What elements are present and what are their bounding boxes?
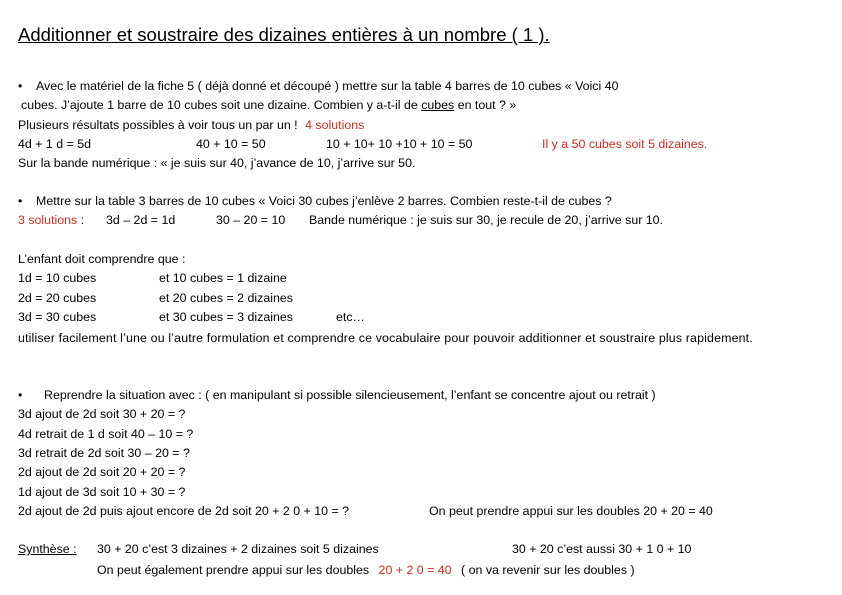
section2-sep: : [80,213,85,227]
section4-line1: 3d ajout de 2d soit 30 + 20 = ? [18,407,186,421]
section1-text2a: cubes. J’ajoute 1 barre de 10 cubes soit une dizaine. Combien y a-t-il de [21,98,422,112]
section4-line5: 1d ajout de 3d soit 10 + 30 = ? [18,485,186,499]
bullet-icon: • [18,79,23,93]
bullet-icon: • [18,194,23,208]
section1-sol1: 4d + 1 d = 5d [18,137,92,151]
section3-row3-right: et 30 cubes = 3 dizaines [159,310,293,324]
section1-line1 [18,78,618,94]
section3-row1-left: 1d = 10 cubes [18,271,97,285]
section3-row2-right: et 20 cubes = 2 dizaines [159,291,293,305]
section1-solutions-count: 4 solutions [305,118,365,132]
section2-tail: Bande numérique : je suis sur 30, je recule de 20, j’arrive sur 10. [309,213,664,227]
section1-line2 [21,97,516,113]
section2-sol1: 3d – 2d = 1d [106,213,176,227]
synthese-doubles-equation: 20 + 2 0 = 40 [378,563,452,577]
section2-solutions-count: 3 solutions [18,213,78,227]
section2-sol2: 30 – 20 = 10 [216,213,286,227]
synthese-line1-right: 30 + 20 c’est aussi 30 + 1 0 + 10 [512,542,692,556]
section1-text2b: en tout ? » [454,98,517,112]
section3-paragraph: utiliser facilement l’une ou l’autre formulation et comprendre ce vocabulaire pour pouvoir additionner et soustraire plus rapidement. [18,331,753,345]
section1-line5: Sur la bande numérique : « je suis sur 40, j’avance de 10, j’arrive sur 50. [18,156,416,170]
section1-text1: Avec le matériel de la fiche 5 ( déjà donné et découpé ) mettre sur la table 4 barres de 10 cubes « Voici 40 [36,79,619,93]
section4-line3: 3d retrait de 2d soit 30 – 20 = ? [18,446,190,460]
section1-line3 [18,117,364,133]
section1-conclusion: Il y a 50 cubes soit 5 dizaines. [542,137,708,151]
section2-text1: Mettre sur la table 3 barres de 10 cubes « Voici 30 cubes j’enlève 2 barres. Combien reste-t-il de cubes ? [36,194,612,208]
section4-line2: 4d retrait de 1 d soit 40 – 10 = ? [18,427,194,441]
synthese-line1: 30 + 20 c’est 3 dizaines + 2 dizaines soit 5 dizaines [97,542,379,556]
section3-row1-right: et 10 cubes = 1 dizaine [159,271,287,285]
section4-intro [18,387,656,403]
synthese-text2: On peut également prendre appui sur les doubles [97,563,370,577]
section4-last-note: On peut prendre appui sur les doubles 20 + 20 = 40 [429,504,713,518]
section3-row2-left: 2d = 20 cubes [18,291,97,305]
section1-text3: Plusieurs résultats possibles à voir tous un par un ! [18,118,298,132]
section1-underlined-word: cubes [421,98,455,112]
section3-intro: L’enfant doit comprendre que : [18,252,186,266]
section4-text: Reprendre la situation avec : ( en manipulant si possible silencieusement, l’enfant se concentre ajout ou retrait ) [44,388,656,402]
section1-sol2: 40 + 10 = 50 [196,137,266,151]
section3-row3-left: 3d = 30 cubes [18,310,97,324]
synthese-tail: ( on va revenir sur les doubles ) [461,563,635,577]
section2-line2 [18,212,84,228]
section4-last: 2d ajout de 2d puis ajout encore de 2d soit 20 + 2 0 + 10 = ? [18,504,350,518]
bullet-icon: • [18,388,23,402]
synthese-label: Synthèse : [18,542,77,556]
section1-sol3: 10 + 10+ 10 +10 + 10 = 50 [326,137,473,151]
section4-line4: 2d ajout de 2d soit 20 + 20 = ? [18,465,186,479]
synthese-line2 [97,562,635,578]
page-title: Additionner et soustraire des dizaines entières à un nombre ( 1 ). [18,24,550,45]
section3-row3-extra: etc… [336,310,365,324]
section2-line1 [18,193,612,209]
